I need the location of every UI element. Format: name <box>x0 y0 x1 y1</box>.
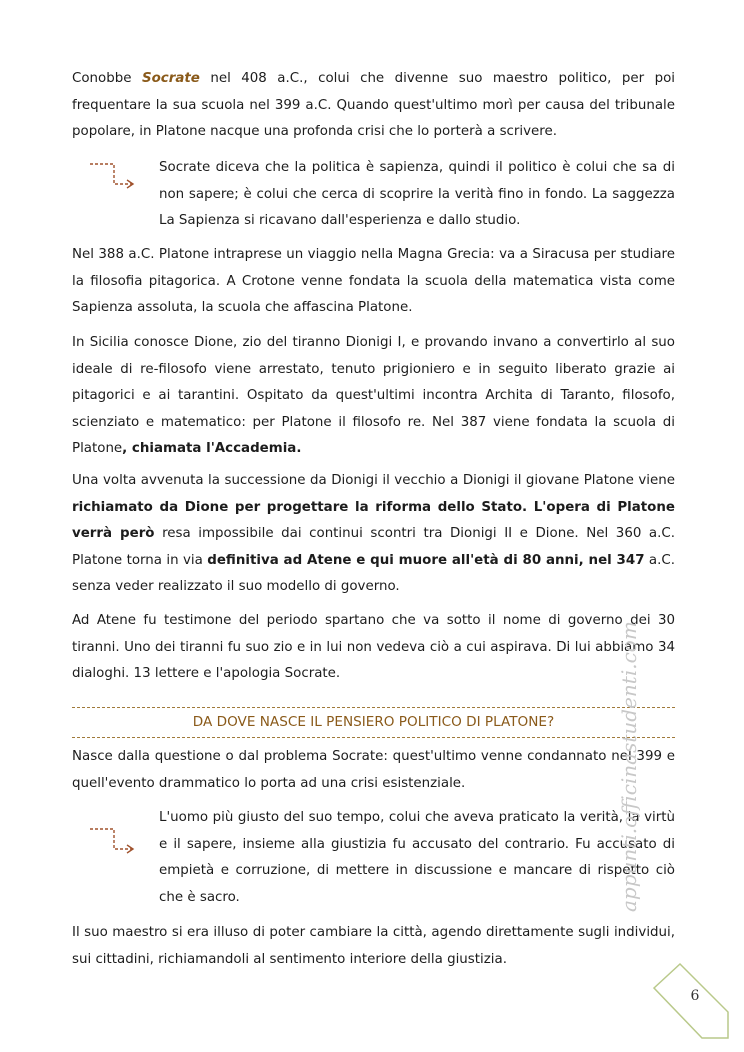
paragraph-socrate-intro: Conobbe Socrate nel 408 a.C., colui che divenne suo maestro politico, per poi frequentare la sua scuola nel 399 a.C. Quando quest'ultimo morì per causa del tribunale popolare, in Platone nacque una profonda crisi che lo porterà a scrivere. <box>72 71 675 139</box>
paragraph-problema-socrate: Nasce dalla questione o dal problema Socrate: quest'ultimo venne condannato nel 399 e quell'evento drammatico lo porta ad una crisi esistenziale. <box>72 749 675 791</box>
watermark-text: appunti.officinastudenti.com <box>617 621 641 912</box>
note-socrate-politics: Socrate diceva che la politica è sapienza, quindi il politico è colui che sa di non sapere; è colui che cerca di scoprire la verità fino in fondo. La saggezza La Sapienza si ricavano dall'esperienza e dallo studio. <box>159 160 675 228</box>
paragraph-successione: Una volta avvenuta la successione da Dionigi il vecchio a Dionigi il giovane Platone viene richiamato da Dione per progettare la riforma dello Stato. L'opera di Platone verrà però resa impossibile dai continui scontri tra Dionigi II e Dione. Nel 360 a.C. Platone torna in via definitiva ad Atene e qui muore all'età di 80 anni, nel 347 a.C. senza veder realizzato il suo modello di governo. <box>72 473 675 594</box>
paragraph-maestro: Il suo maestro si era illuso di poter cambiare la città, agendo direttamente sugli individui, sui cittadini, richiamandoli al sentimento interiore della giustizia. <box>72 925 675 967</box>
dashed-arrow-icon <box>88 825 138 855</box>
section-title: DA DOVE NASCE IL PENSIERO POLITICO DI PLATONE? <box>192 714 555 730</box>
paragraph-magna-grecia: Nel 388 a.C. Platone intraprese un viaggio nella Magna Grecia: va a Siracusa per studiare la filosofia pitagorica. A Crotone venne fondata la scuola della matematica vista come Sapienza assoluta, la scuola che affascina Platone. <box>72 247 675 315</box>
paragraph-sicilia: In Sicilia conosce Dione, zio del tiranno Dionigi I, e provando invano a convertirlo al suo ideale di re-filosofo viene arrestato, tenuto prigioniero e in seguito liberato grazie ai pitagorici e ai tarantini. Ospitato da quest'ultimi incontra Archita di Taranto, filosofo, scienziato e matematico: per Platone il filosofo re. Nel 387 viene fondata la scuola di Platone, chiamata l'Accademia. <box>72 335 675 456</box>
section-rule-bottom <box>72 737 675 738</box>
note-uomo-giusto: L'uomo più giusto del suo tempo, colui che aveva praticato la verità, la virtù e il sapere, insieme alla giustizia fu accusato del contrario. Fu accusato di empietà e corruzione, di mettere in discussione e mancare di rispetto ciò che è sacro. <box>159 810 675 905</box>
page-number: 6 <box>690 988 700 1004</box>
paragraph-atene: Ad Atene fu testimone del periodo spartano che va sotto il nome di governo dei 30 tiranni. Uno dei tiranni fu suo zio e in lui non vedeva ciò a cui aspirava. Di lui abbiamo 34 dialoghi. 13 lettere e l'apologia Socrate. <box>72 613 675 681</box>
socrate-highlight: Socrate <box>141 71 200 86</box>
dashed-arrow-icon <box>88 160 138 190</box>
